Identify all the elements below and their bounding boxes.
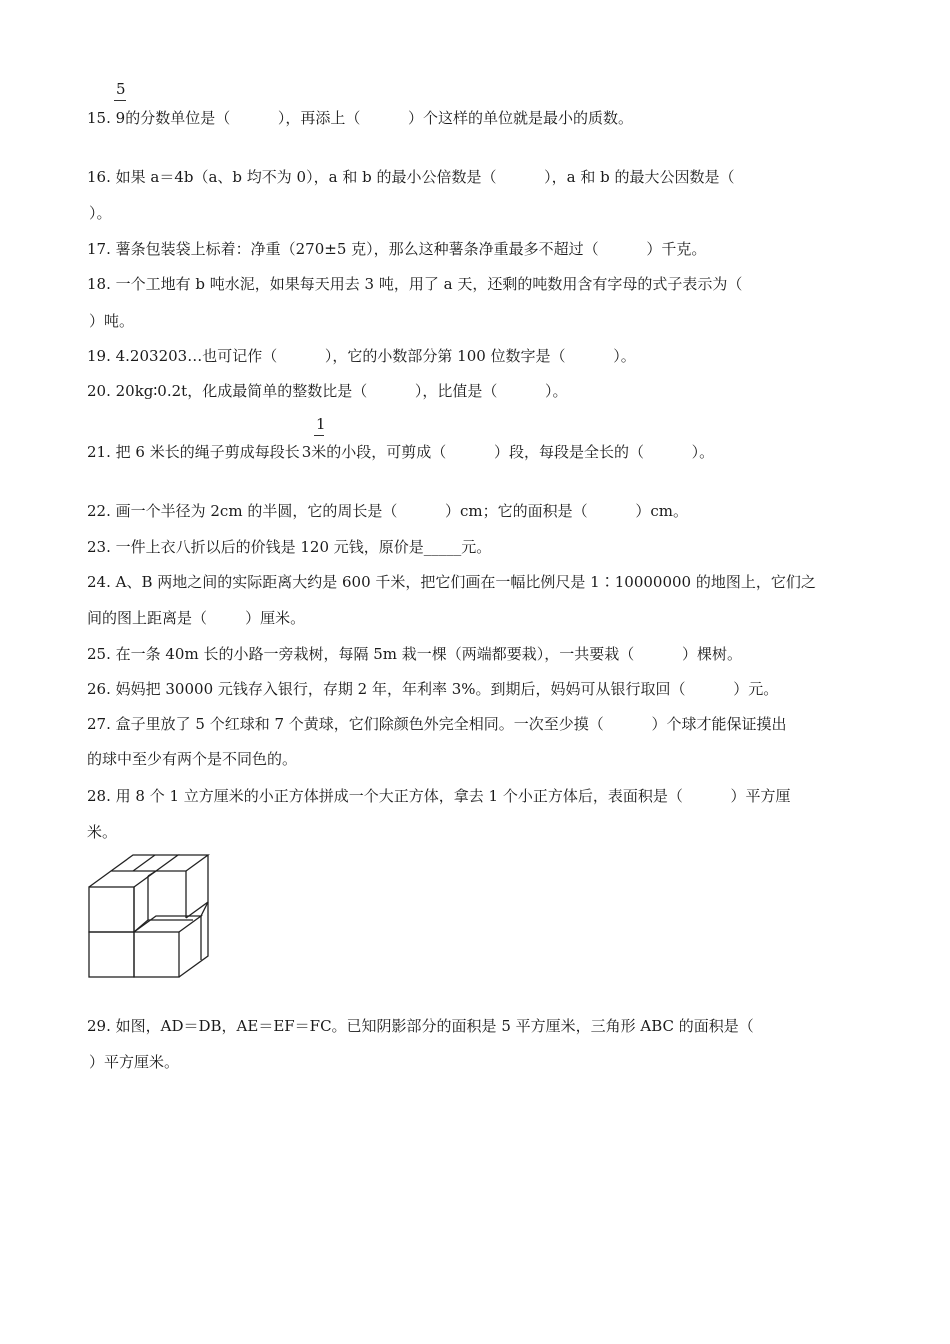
q15-fraction-bar	[114, 100, 126, 101]
question-17: 17. 薯条包装袋上标着：净重（270±5 克），那么这种薯条净重最多不超过（ ）千克。	[87, 240, 707, 258]
question-25: 25. 在一条 40m 长的小路一旁栽树，每隔 5m 栽一棵（两端都要栽），一共要栽（ ）棵树。	[87, 645, 742, 663]
q21-fraction-denominator: 3	[301, 443, 312, 461]
question-21	[87, 443, 714, 461]
question-20: 20. 20kg∶0.2t，化成最简单的整数比是（ ），比值是（ ）。	[87, 382, 568, 400]
q21-before: 21. 把 6 米长的绳子剪成每段长	[87, 443, 300, 461]
question-28-line2: 米。	[87, 823, 118, 841]
question-27-line2: 的球中至少有两个是不同色的。	[87, 750, 298, 768]
question-26: 26. 妈妈把 30000 元钱存入银行，存期 2 年，年利率 3%。到期后，妈妈可从银行取回（ ）元。	[87, 680, 779, 698]
question-27-line1: 27. 盒子里放了 5 个红球和 7 个黄球，它们除颜色外完全相同。一次至少摸（ ）个球才能保证摸出	[87, 715, 787, 733]
question-18-line2: ）吨。	[89, 312, 135, 330]
question-24-line1: 24. A、B 两地之间的实际距离大约是 600 千米，把它们画在一幅比例尺是 1∶10000000 的地图上，它们之	[87, 573, 816, 591]
cube-figure	[86, 852, 214, 982]
question-28-line1: 28. 用 8 个 1 立方厘米的小正方体拼成一个大正方体，拿去 1 个小正方体后，表面积是（ ）平方厘	[87, 787, 791, 805]
q21-fraction-bar	[314, 435, 324, 436]
q15-fraction-denominator: 9	[115, 109, 126, 127]
q15-text: 的分数单位是（ ），再添上（ ）个这样的单位就是最小的质数。	[125, 109, 634, 127]
q15-number: 15.	[87, 109, 111, 127]
q21-after: 米的小段，可剪成（ ）段，每段是全长的（ ）。	[311, 443, 715, 461]
question-15	[87, 109, 633, 127]
q21-fraction-numerator: 1	[316, 415, 326, 433]
question-29-line2: ）平方厘米。	[89, 1053, 180, 1071]
question-29-line1: 29. 如图，AD＝DB，AE＝EF＝FC。已知阴影部分的面积是 5 平方厘米，三角形 ABC 的面积是（	[87, 1017, 754, 1035]
q15-fraction-numerator: 5	[116, 80, 126, 98]
question-24-line2: 间的图上距离是（ ）厘米。	[87, 609, 306, 627]
question-16-line2: ）。	[89, 204, 112, 222]
question-22: 22. 画一个半径为 2cm 的半圆，它的周长是（ ）cm；它的面积是（ ）cm。	[87, 502, 688, 520]
question-16-line1: 16. 如果 a＝4b（a、b 均不为 0），a 和 b 的最小公倍数是（ ），a 和 b 的最大公因数是（	[87, 168, 735, 186]
question-23: 23. 一件上衣八折以后的价钱是 120 元钱，原价是_____元。	[87, 538, 492, 556]
question-18-line1: 18. 一个工地有 b 吨水泥，如果每天用去 3 吨，用了 a 天，还剩的吨数用含有字母的式子表示为（	[87, 275, 743, 293]
question-19: 19. 4.203203…也可记作（ ），它的小数部分第 100 位数字是（ ）。	[87, 347, 636, 365]
